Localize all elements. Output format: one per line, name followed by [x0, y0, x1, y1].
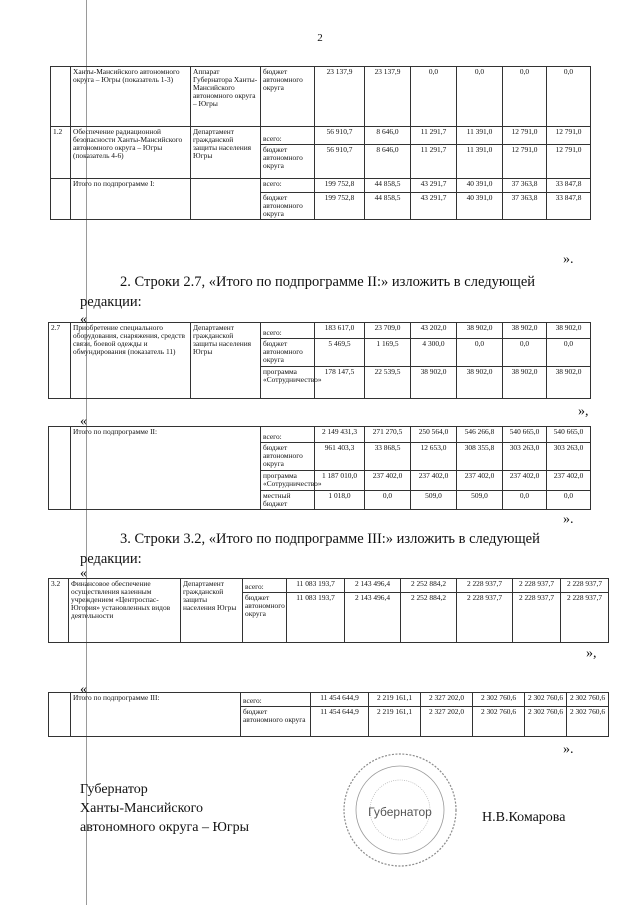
table-subprogram-2-total — [48, 426, 591, 510]
value-cell: 250 564,0 — [411, 427, 457, 443]
value-cell: 509,0 — [411, 491, 457, 510]
value-cell: 178 147,5 — [315, 367, 365, 399]
table-row-2-7 — [48, 322, 591, 399]
table-row-3-2 — [48, 578, 609, 643]
value-cell: 2 228 937,7 — [457, 593, 513, 643]
value-cell: 33 868,5 — [365, 443, 411, 471]
value-cell: 2 228 937,7 — [561, 579, 609, 593]
row-source: всего: — [261, 323, 315, 339]
value-cell: 1 018,0 — [315, 491, 365, 510]
row-num — [49, 693, 71, 737]
row-source: всего: — [261, 179, 315, 193]
row-num: 2.7 — [49, 323, 71, 399]
value-cell: 12 791,0 — [547, 145, 591, 179]
value-cell: 56 910,7 — [315, 145, 365, 179]
paragraph-3-line1: 3. Строки 3.2, «Итого по подпрограмме III:» изложить в следующей — [120, 531, 540, 547]
value-cell: 546 266,8 — [457, 427, 503, 443]
value-cell: 2 252 884,2 — [401, 579, 457, 593]
value-cell: 237 402,0 — [457, 471, 503, 491]
value-cell: 0,0 — [457, 339, 503, 367]
value-cell: 0,0 — [457, 67, 503, 127]
value-cell: 2 252 884,2 — [401, 593, 457, 643]
value-cell: 4 300,0 — [411, 339, 457, 367]
value-cell: 38 902,0 — [457, 367, 503, 399]
value-cell: 12 791,0 — [503, 127, 547, 145]
value-cell: 199 752,8 — [315, 193, 365, 220]
table-row — [49, 427, 591, 443]
row-num — [51, 67, 71, 127]
row-source: программа «Сотрудничество» — [261, 367, 315, 399]
value-cell: 5 469,5 — [315, 339, 365, 367]
table-row — [51, 127, 591, 145]
value-cell: 12 653,0 — [411, 443, 457, 471]
value-cell: 2 228 937,7 — [561, 593, 609, 643]
value-cell: 38 902,0 — [411, 367, 457, 399]
row-source: всего: — [261, 427, 315, 443]
value-cell: 271 270,5 — [365, 427, 411, 443]
seal-text: Губернатор — [368, 805, 432, 819]
table-row — [49, 579, 609, 593]
row-source: программа «Сотрудничество» — [261, 471, 315, 491]
page-number: 2 — [317, 32, 323, 44]
value-cell: 11 454 644,9 — [311, 707, 369, 737]
official-seal — [340, 750, 460, 870]
closing-quote: », — [578, 404, 589, 419]
row-source: местный бюджет — [261, 491, 315, 510]
value-cell: 2 327 202,0 — [421, 707, 473, 737]
value-cell: 38 902,0 — [503, 323, 547, 339]
value-cell: 56 910,7 — [315, 127, 365, 145]
value-cell: 11 083 193,7 — [287, 579, 345, 593]
value-cell: 40 391,0 — [457, 179, 503, 193]
opening-quote: « — [80, 566, 87, 581]
value-cell: 37 363,8 — [503, 179, 547, 193]
paragraph-2-line1: 2. Строки 2.7, «Итого по подпрограмме II:» изложить в следующей — [120, 274, 536, 290]
value-cell: 303 263,0 — [503, 443, 547, 471]
row-executor: Департамент гражданской защиты населения Югры — [191, 127, 261, 179]
row-name: Обеспечение радиационной безопасности Ханты-Мансийского автономного округа – Югры (показатель 4-6) — [71, 127, 191, 179]
value-cell: 11 454 644,9 — [311, 693, 369, 707]
value-cell: 2 219 161,1 — [369, 693, 421, 707]
value-cell: 237 402,0 — [547, 471, 591, 491]
row-name: Итого по подпрограмме II: — [71, 427, 261, 510]
closing-quote: ». — [563, 512, 574, 527]
paragraph-2-line2: редакции: — [80, 294, 142, 310]
value-cell: 11 391,0 — [457, 127, 503, 145]
value-cell: 237 402,0 — [365, 471, 411, 491]
value-cell: 0,0 — [503, 339, 547, 367]
row-executor — [191, 179, 261, 220]
row-source: бюджет автономного округа — [261, 145, 315, 179]
signature-title-line1: Губернатор — [80, 782, 148, 797]
value-cell: 40 391,0 — [457, 193, 503, 220]
value-cell: 509,0 — [457, 491, 503, 510]
value-cell: 0,0 — [365, 491, 411, 510]
value-cell: 12 791,0 — [547, 127, 591, 145]
value-cell: 2 228 937,7 — [513, 579, 561, 593]
row-name: Итого по подпрограмме I: — [71, 179, 191, 220]
value-cell: 2 228 937,7 — [513, 593, 561, 643]
table-row — [49, 693, 609, 707]
row-name: Ханты-Мансийского автономного округа – Югры (показатель 1-3) — [71, 67, 191, 127]
row-source: всего: — [261, 127, 315, 145]
value-cell: 38 902,0 — [457, 323, 503, 339]
value-cell: 11 391,0 — [457, 145, 503, 179]
value-cell: 2 143 496,4 — [345, 579, 401, 593]
row-name: Итого по подпрограмме III: — [71, 693, 241, 737]
value-cell: 1 187 010,0 — [315, 471, 365, 491]
value-cell: 38 902,0 — [547, 323, 591, 339]
value-cell: 961 403,3 — [315, 443, 365, 471]
row-executor: Аппарат Губернатора Ханты-Мансийского автономного округа – Югры — [191, 67, 261, 127]
row-source: бюджет автономного округа — [261, 443, 315, 471]
value-cell: 8 646,0 — [365, 127, 411, 145]
value-cell: 0,0 — [547, 491, 591, 510]
row-num: 3.2 — [49, 579, 69, 643]
row-executor: Департамент гражданской защиты населения Югры — [181, 579, 243, 643]
value-cell: 11 291,7 — [411, 127, 457, 145]
paragraph-3-line2: редакции: — [80, 551, 142, 567]
signature-title-line3: автономного округа – Югры — [80, 820, 249, 835]
value-cell: 43 291,7 — [411, 179, 457, 193]
value-cell: 183 617,0 — [315, 323, 365, 339]
value-cell: 2 228 937,7 — [457, 579, 513, 593]
signatory-name: Н.В.Комарова — [482, 810, 566, 825]
table-subprogram-1 — [50, 66, 591, 220]
value-cell: 38 902,0 — [547, 367, 591, 399]
row-num — [51, 179, 71, 220]
row-source: бюджет автономного округа — [261, 339, 315, 367]
value-cell: 540 665,0 — [503, 427, 547, 443]
value-cell: 2 302 760,6 — [473, 707, 525, 737]
row-source: бюджет автономного округа — [243, 593, 287, 643]
value-cell: 11 083 193,7 — [287, 593, 345, 643]
value-cell: 33 847,8 — [547, 193, 591, 220]
closing-quote: ». — [563, 252, 574, 267]
value-cell: 2 302 760,6 — [567, 693, 609, 707]
value-cell: 2 143 496,4 — [345, 593, 401, 643]
value-cell: 540 665,0 — [547, 427, 591, 443]
value-cell: 237 402,0 — [503, 471, 547, 491]
value-cell: 237 402,0 — [411, 471, 457, 491]
value-cell: 2 302 760,6 — [567, 707, 609, 737]
table-row — [51, 179, 591, 193]
value-cell: 23 137,9 — [365, 67, 411, 127]
opening-quote: « — [80, 414, 87, 429]
value-cell: 2 327 202,0 — [421, 693, 473, 707]
opening-quote: « — [80, 682, 87, 697]
signature-title-line2: Ханты-Мансийского — [80, 801, 204, 816]
value-cell: 33 847,8 — [547, 179, 591, 193]
value-cell: 199 752,8 — [315, 179, 365, 193]
row-num: 1.2 — [51, 127, 71, 179]
table-row — [49, 323, 591, 339]
value-cell: 38 902,0 — [503, 367, 547, 399]
value-cell: 2 302 760,6 — [525, 707, 567, 737]
closing-quote: », — [586, 646, 597, 661]
opening-quote: « — [80, 312, 87, 327]
row-source: всего: — [243, 579, 287, 593]
value-cell: 2 149 431,3 — [315, 427, 365, 443]
value-cell: 0,0 — [411, 67, 457, 127]
value-cell: 12 791,0 — [503, 145, 547, 179]
row-name: Финансовое обеспечение осуществления казенным учреждением «Центроспас-Югория» установленных видов деятельности — [69, 579, 181, 643]
value-cell: 11 291,7 — [411, 145, 457, 179]
row-source: бюджет автономного округа — [241, 707, 311, 737]
value-cell: 37 363,8 — [503, 193, 547, 220]
value-cell: 308 355,8 — [457, 443, 503, 471]
value-cell: 43 291,7 — [411, 193, 457, 220]
value-cell: 23 709,0 — [365, 323, 411, 339]
value-cell: 1 169,5 — [365, 339, 411, 367]
row-executor: Департамент гражданской защиты населения Югры — [191, 323, 261, 399]
row-num — [49, 427, 71, 510]
value-cell: 2 219 161,1 — [369, 707, 421, 737]
value-cell: 44 858,5 — [365, 193, 411, 220]
value-cell: 2 302 760,6 — [473, 693, 525, 707]
value-cell: 0,0 — [503, 491, 547, 510]
closing-quote: ». — [563, 742, 574, 757]
value-cell: 303 263,0 — [547, 443, 591, 471]
table-row — [51, 67, 591, 127]
row-source: всего: — [241, 693, 311, 707]
row-source: бюджет автономного округа — [261, 67, 315, 127]
value-cell: 43 202,0 — [411, 323, 457, 339]
table-subprogram-3-total — [48, 692, 609, 737]
value-cell: 2 302 760,6 — [525, 693, 567, 707]
value-cell: 0,0 — [503, 67, 547, 127]
value-cell: 0,0 — [547, 339, 591, 367]
value-cell: 44 858,5 — [365, 179, 411, 193]
row-name: Приобретение специального оборудования, снаряжения, средств связи, боевой одежды и обмундирования (показатель 11) — [71, 323, 191, 399]
value-cell: 0,0 — [547, 67, 591, 127]
value-cell: 8 646,0 — [365, 145, 411, 179]
value-cell: 23 137,9 — [315, 67, 365, 127]
row-source: бюджет автономного округа — [261, 193, 315, 220]
value-cell: 22 539,5 — [365, 367, 411, 399]
